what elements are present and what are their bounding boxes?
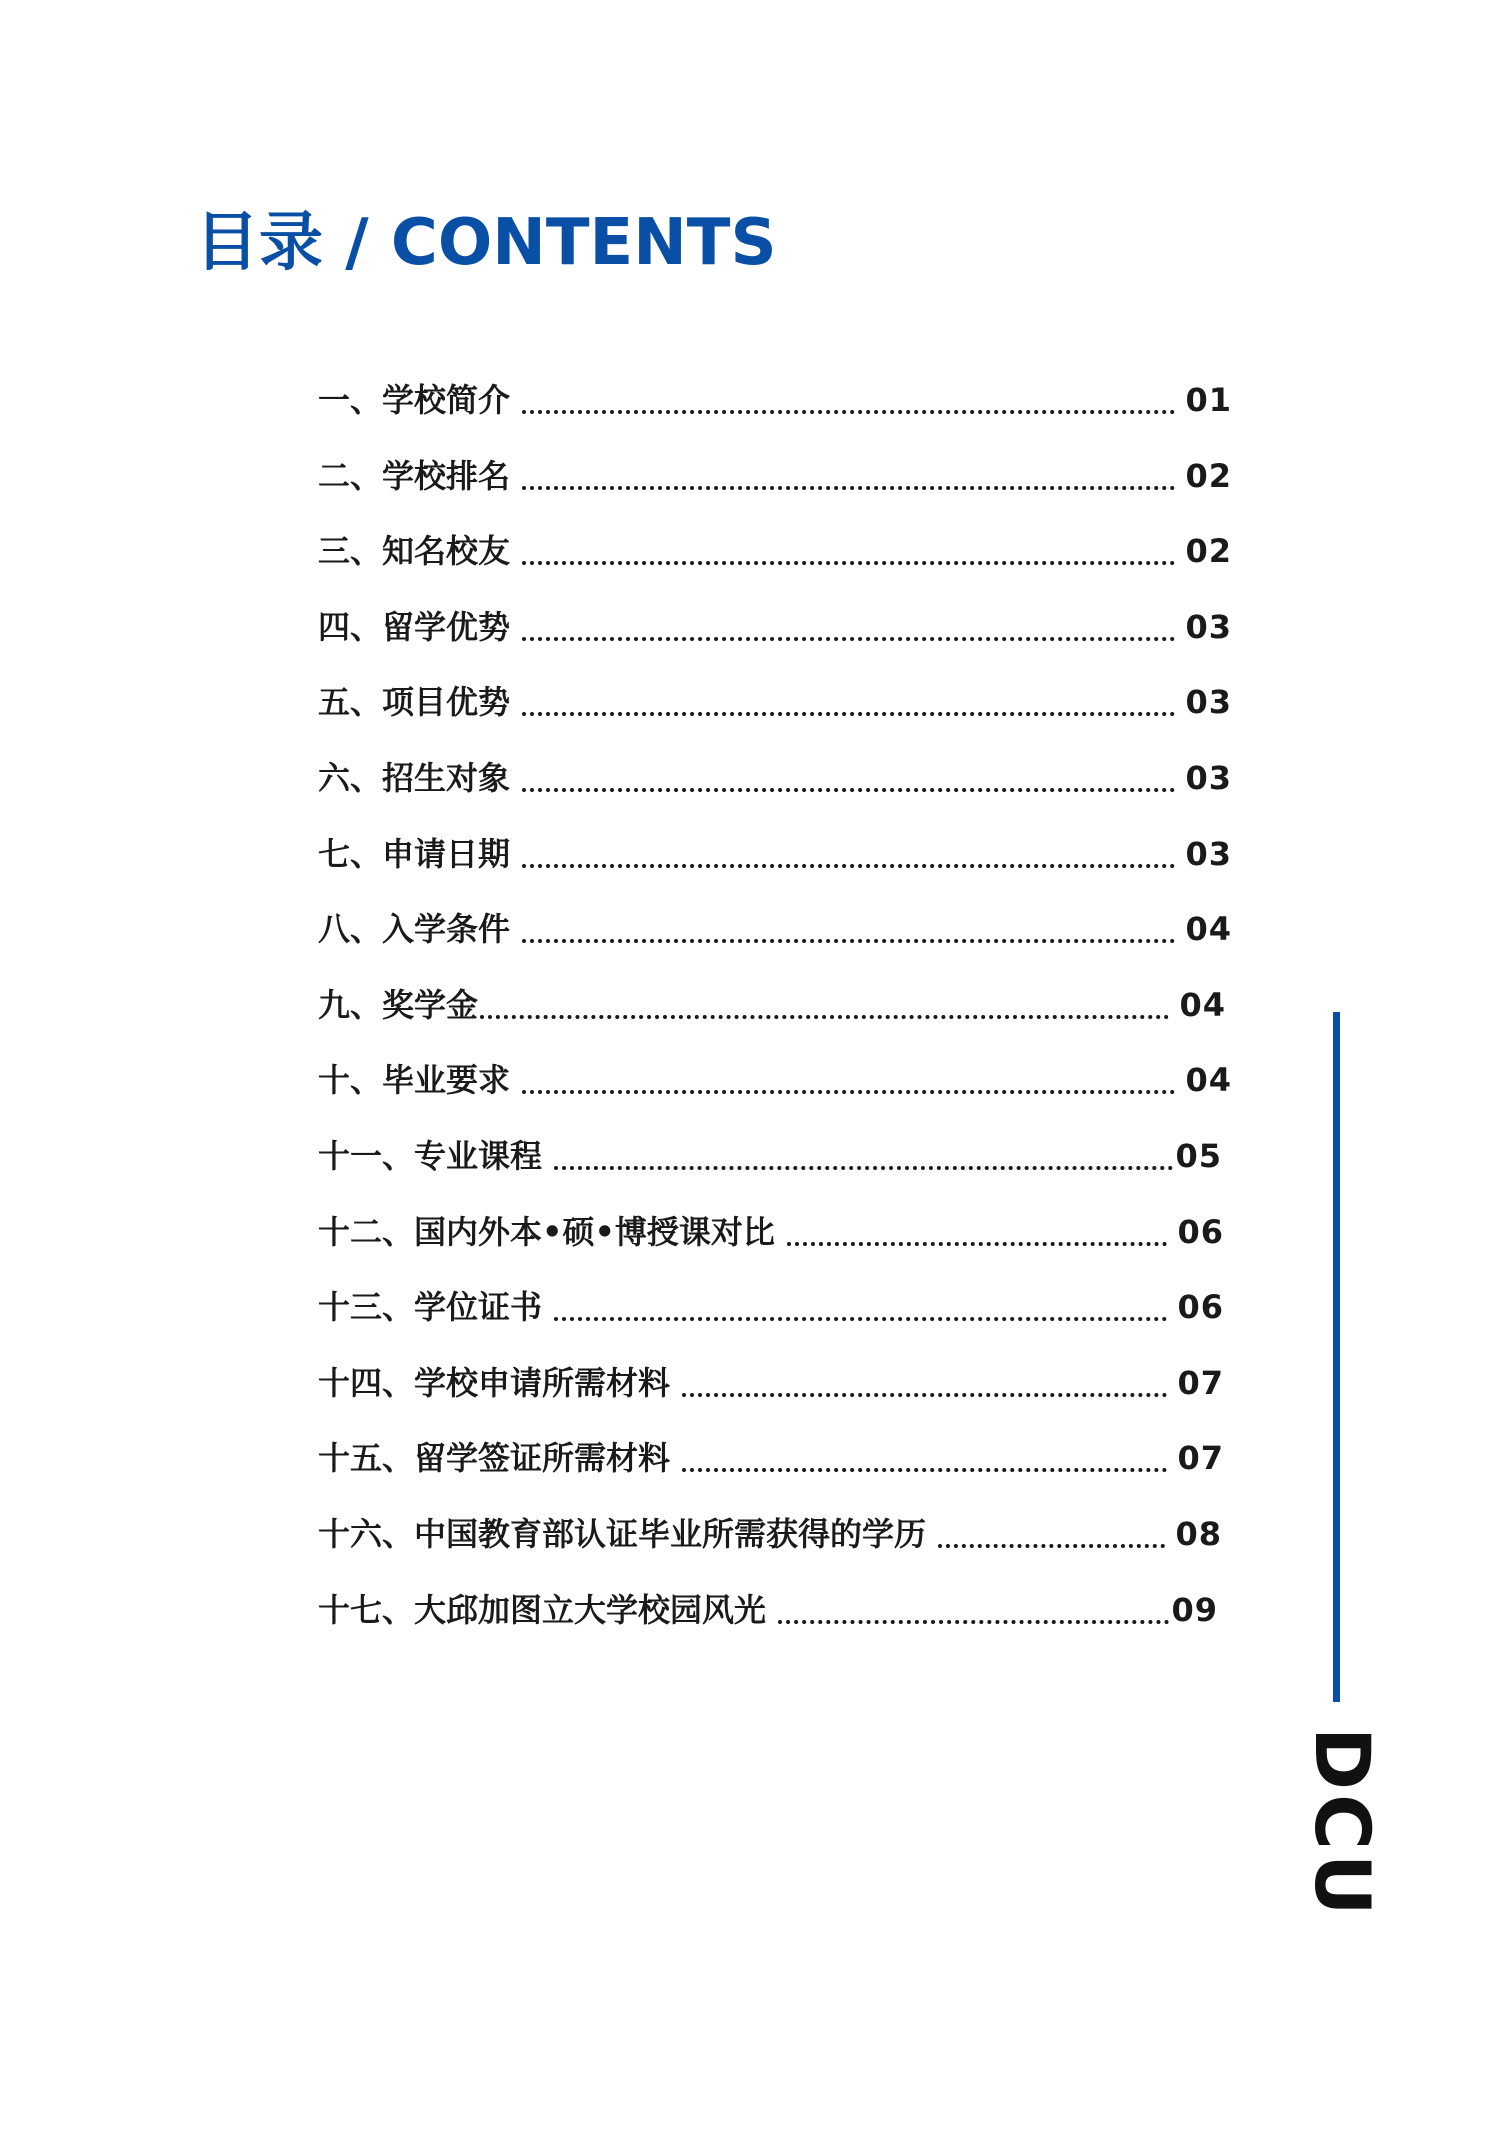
toc-dot-leader — [522, 561, 1175, 565]
toc-dot-leader — [787, 1242, 1168, 1246]
toc-entry-page: 09 — [1171, 1590, 1218, 1629]
toc-dot-leader — [938, 1544, 1165, 1548]
toc-entry-label: 二、学校排名 — [318, 456, 511, 495]
toc-entry-label: 十七、大邱加图立大学校园风光 — [318, 1590, 767, 1629]
toc-entry-page: 03 — [1185, 834, 1232, 873]
toc-entry-label: 十、毕业要求 — [318, 1061, 511, 1100]
toc-dot-leader — [522, 1090, 1175, 1094]
toc-entry-label: 一、学校简介 — [318, 381, 511, 419]
toc-entry[interactable] — [318, 672, 1238, 748]
side-accent-line — [1333, 1012, 1340, 1702]
toc-entry[interactable] — [318, 1580, 1238, 1656]
toc-entry-page: 02 — [1185, 532, 1232, 571]
toc-entry[interactable] — [318, 748, 1238, 824]
toc-entry-page: 02 — [1185, 456, 1232, 495]
toc-entry-page: 04 — [1185, 1061, 1232, 1100]
toc-entry[interactable] — [318, 824, 1238, 900]
toc-entry-label: 十六、中国教育部认证毕业所需获得的学历 — [318, 1514, 927, 1553]
toc-entry-label: 八、入学条件 — [318, 910, 511, 949]
toc-entry-label: 十二、国内外本•硕•博授课对比 — [318, 1212, 775, 1251]
toc-entry[interactable] — [318, 597, 1238, 673]
toc-entry-page: 07 — [1177, 1363, 1224, 1402]
toc-dot-leader — [522, 410, 1175, 414]
toc-entry-page: 06 — [1177, 1212, 1224, 1251]
toc-entry[interactable] — [318, 1353, 1238, 1429]
toc-entry-label: 四、留学优势 — [318, 607, 511, 646]
toc-entry-page: 03 — [1185, 607, 1232, 646]
toc-dot-leader — [682, 1393, 1167, 1397]
toc-entry[interactable] — [318, 1277, 1238, 1353]
toc-entry-page: 03 — [1185, 758, 1232, 797]
toc-entry-label: 十五、留学签证所需材料 — [318, 1439, 671, 1478]
toc-dot-leader — [522, 939, 1175, 943]
toc-entry-label: 十四、学校申请所需材料 — [318, 1363, 671, 1402]
toc-dot-leader — [522, 712, 1175, 716]
toc-entry-page: 03 — [1185, 683, 1232, 722]
toc-entry-page: 04 — [1179, 985, 1226, 1024]
toc-dot-leader — [554, 1317, 1167, 1321]
toc-dot-leader — [522, 637, 1175, 641]
toc-entry-page: 05 — [1175, 1136, 1222, 1175]
toc-entry-label: 三、知名校友 — [318, 532, 511, 571]
toc-entry[interactable] — [318, 521, 1238, 597]
toc-entry-label: 十一、专业课程 — [318, 1136, 543, 1175]
toc-dot-leader — [522, 486, 1175, 490]
toc-entry[interactable] — [318, 1504, 1238, 1580]
toc-entry[interactable] — [318, 975, 1238, 1051]
toc-entry[interactable] — [318, 370, 1238, 446]
toc-entry[interactable] — [318, 1050, 1238, 1126]
toc-entry-label: 六、招生对象 — [318, 758, 511, 797]
side-brand-label: DCU — [1298, 1727, 1387, 1920]
toc-entry-page: 06 — [1177, 1288, 1224, 1327]
toc-dot-leader — [480, 1015, 1169, 1019]
toc-dot-leader — [778, 1620, 1169, 1624]
toc-dot-leader — [522, 864, 1175, 868]
toc-entry-page: 08 — [1175, 1514, 1222, 1553]
toc-entry-label: 九、奖学金 — [318, 985, 479, 1024]
toc-dot-leader — [682, 1468, 1167, 1472]
toc-entry-label: 五、项目优势 — [318, 683, 511, 722]
page-title: 目录 / CONTENTS — [195, 206, 777, 280]
toc-entry-page: 07 — [1177, 1439, 1224, 1478]
toc-dot-leader — [522, 788, 1175, 792]
toc-entry[interactable] — [318, 1126, 1238, 1202]
toc-entry[interactable] — [318, 446, 1238, 522]
table-of-contents — [318, 370, 1238, 1655]
toc-entry[interactable] — [318, 1428, 1238, 1504]
toc-entry-page: 01 — [1185, 381, 1232, 419]
toc-entry-page: 04 — [1185, 910, 1232, 949]
toc-entry-label: 七、申请日期 — [318, 834, 511, 873]
toc-dot-leader — [554, 1166, 1173, 1170]
toc-entry[interactable] — [318, 1202, 1238, 1278]
toc-entry-label: 十三、学位证书 — [318, 1288, 543, 1327]
toc-entry[interactable] — [318, 899, 1238, 975]
